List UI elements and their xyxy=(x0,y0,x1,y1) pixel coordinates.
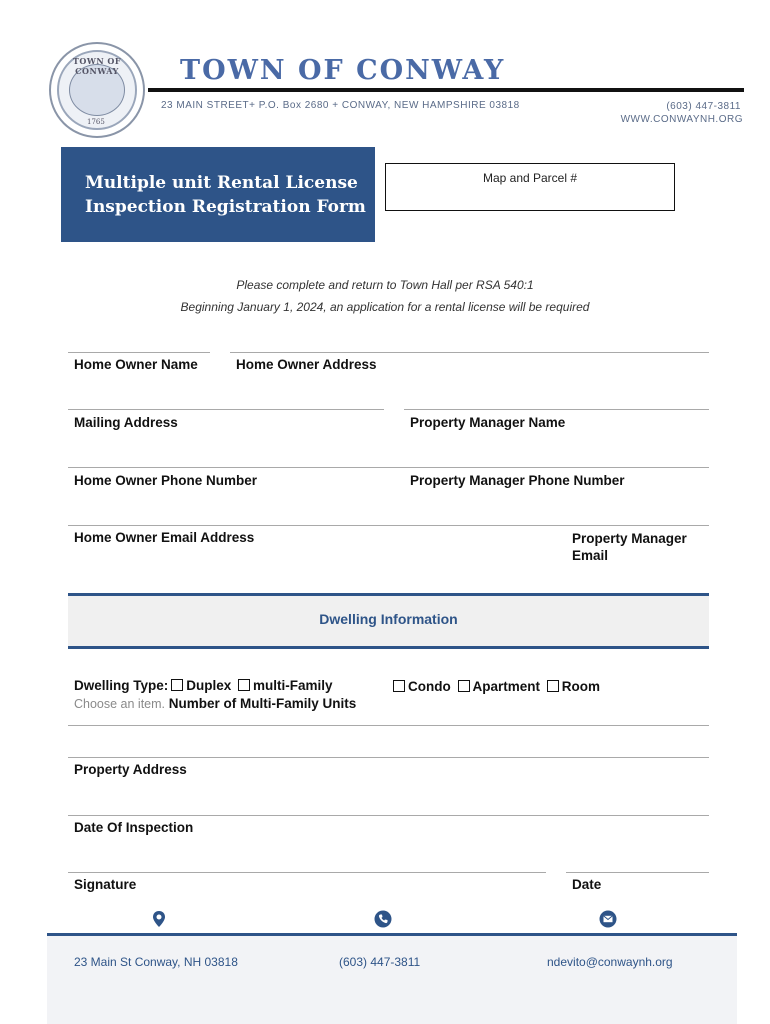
units-field[interactable] xyxy=(68,725,709,726)
room-checkbox[interactable] xyxy=(547,680,559,692)
dwelling-type-label: Dwelling Type: xyxy=(74,678,169,693)
duplex-checkbox[interactable] xyxy=(171,679,183,691)
duplex-label: Duplex xyxy=(186,678,232,693)
dwelling-type-row-right xyxy=(390,679,600,694)
seal-year: 1765 xyxy=(87,118,105,126)
header-phone: (603) 447-3811 xyxy=(666,101,741,112)
multi-family-label: multi-Family xyxy=(253,678,333,693)
home-owner-address-label: Home Owner Address xyxy=(236,357,377,372)
header-address: 23 MAIN STREET+ P.O. Box 2680 + CONWAY, NEW HAMPSHIRE 03818 xyxy=(161,100,520,111)
units-label: Number of Multi-Family Units xyxy=(168,696,357,711)
date-field[interactable] xyxy=(566,872,709,873)
location-pin-icon xyxy=(150,910,168,928)
instruction-line-2: Beginning January 1, 2024, an application for a rental license will be required xyxy=(180,300,590,314)
dwelling-section-title: Dwelling Information xyxy=(319,611,458,627)
header-website: WWW.CONWAYNH.ORG xyxy=(620,114,743,125)
home-owner-address-field[interactable] xyxy=(230,352,709,353)
signature-label: Signature xyxy=(74,877,137,892)
home-owner-phone-label: Home Owner Phone Number xyxy=(74,473,258,488)
map-parcel-field[interactable] xyxy=(385,163,675,211)
property-address-field[interactable] xyxy=(68,757,709,758)
units-row xyxy=(74,696,356,711)
email-icon xyxy=(599,910,617,928)
room-label: Room xyxy=(561,679,601,694)
town-name: TOWN OF CONWAY xyxy=(180,55,506,86)
multi-family-checkbox[interactable] xyxy=(238,679,250,691)
form-title: Multiple unit Rental License Inspection Registration Form xyxy=(85,173,366,217)
phone-numbers-field[interactable] xyxy=(68,467,709,468)
condo-checkbox[interactable] xyxy=(393,680,405,692)
date-label: Date xyxy=(572,877,602,892)
phone-icon xyxy=(374,910,392,928)
date-of-inspection-field[interactable] xyxy=(68,815,709,816)
apartment-checkbox[interactable] xyxy=(458,680,470,692)
email-field[interactable] xyxy=(68,525,709,526)
seal-text: TOWN OF CONWAY xyxy=(72,56,122,76)
property-manager-name-label: Property Manager Name xyxy=(410,415,566,430)
mailing-address-label: Mailing Address xyxy=(74,415,178,430)
date-of-inspection-label: Date Of Inspection xyxy=(74,820,194,835)
units-dropdown[interactable]: Choose an item. xyxy=(74,697,166,711)
property-manager-name-field[interactable] xyxy=(404,409,709,410)
home-owner-email-label: Home Owner Email Address xyxy=(74,530,255,545)
footer-address: 23 Main St Conway, NH 03818 xyxy=(74,955,238,969)
home-owner-name-field[interactable] xyxy=(68,352,210,353)
apartment-label: Apartment xyxy=(472,679,541,694)
map-parcel-label: Map and Parcel # xyxy=(482,171,578,185)
header-rule xyxy=(148,88,744,92)
form-title-box xyxy=(61,147,375,242)
property-manager-phone-label: Property Manager Phone Number xyxy=(410,473,625,488)
footer-email[interactable]: ndevito@conwaynh.org xyxy=(547,955,673,969)
town-seal xyxy=(49,42,145,138)
property-manager-email-label: Property Manager Email xyxy=(572,531,687,563)
instruction-line-1: Please complete and return to Town Hall per RSA 540:1 xyxy=(236,278,534,292)
footer-panel xyxy=(47,936,737,1024)
mailing-address-field[interactable] xyxy=(68,409,384,410)
dwelling-type-row xyxy=(74,678,333,693)
dwelling-section-header xyxy=(68,593,709,649)
home-owner-name-label: Home Owner Name xyxy=(74,357,198,372)
property-address-label: Property Address xyxy=(74,762,187,777)
signature-field[interactable] xyxy=(68,872,546,873)
condo-label: Condo xyxy=(408,679,451,694)
footer-phone[interactable]: (603) 447-3811 xyxy=(339,955,421,969)
